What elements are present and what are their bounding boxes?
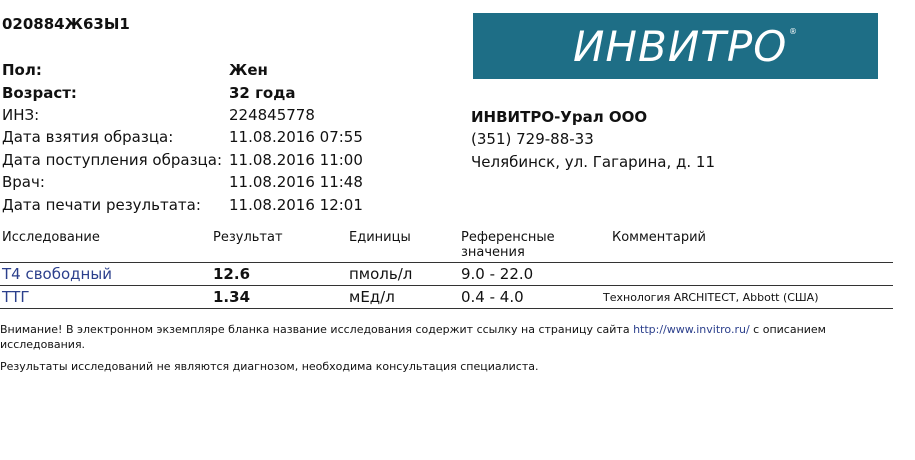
unit-value: пмоль/л — [349, 265, 413, 283]
unit-value: мЕд/л — [349, 288, 395, 306]
result-value: 1.34 — [213, 288, 251, 306]
patient-value-received-date: 11.08.2016 11:00 — [229, 151, 363, 169]
patient-value-print-date: 11.08.2016 12:01 — [229, 196, 363, 214]
order-number: 020884Ж63Ы1 — [2, 15, 130, 33]
table-divider — [0, 285, 893, 286]
disclaimer-note: Результаты исследований не являются диагнозом, необходима консультация специалиста. — [0, 360, 539, 373]
patient-label-age: Возраст: — [2, 84, 77, 102]
table-divider — [0, 308, 893, 309]
test-name-link[interactable]: ТТГ — [2, 288, 30, 306]
header-reference: Референсные значения — [461, 230, 555, 260]
patient-value-inz: 224845778 — [229, 106, 315, 124]
logo-text: ИНВИТРО — [573, 22, 788, 71]
lab-name: ИНВИТРО-Урал ООО — [471, 108, 648, 126]
patient-label-inz: ИНЗ: — [2, 106, 40, 124]
reference-value: 0.4 - 4.0 — [461, 288, 524, 306]
patient-label-sample-date: Дата взятия образца: — [2, 128, 174, 146]
patient-value-sex: Жен — [229, 61, 268, 79]
header-units: Единицы — [349, 230, 411, 245]
comment-value: Технология ARCHITECT, Abbott (США) — [603, 291, 819, 304]
header-test: Исследование — [2, 230, 100, 245]
invitro-logo — [473, 13, 878, 79]
attention-text: Внимание! В электронном экземпляре бланка название исследования содержит ссылку на страницу сайта — [0, 323, 634, 336]
patient-label-print-date: Дата печати результата: — [2, 196, 201, 214]
patient-label-received-date: Дата поступления образца: — [2, 151, 222, 169]
lab-phone: (351) 729-88-33 — [471, 130, 594, 148]
test-name-link[interactable]: Т4 свободный — [2, 265, 112, 283]
patient-value-doctor: 11.08.2016 11:48 — [229, 173, 363, 191]
attention-text-end: с описанием исследования. — [0, 323, 826, 351]
header-comment: Комментарий — [612, 230, 706, 245]
table-divider — [0, 262, 893, 263]
patient-value-sample-date: 11.08.2016 07:55 — [229, 128, 363, 146]
result-value: 12.6 — [213, 265, 251, 283]
lab-address: Челябинск, ул. Гагарина, д. 11 — [471, 153, 715, 171]
patient-value-age: 32 года — [229, 84, 296, 102]
patient-label-doctor: Врач: — [2, 173, 45, 191]
header-result: Результат — [213, 230, 283, 245]
invitro-site-link[interactable]: http://www.invitro.ru/ — [633, 323, 750, 336]
patient-label-sex: Пол: — [2, 61, 42, 79]
attention-note — [0, 322, 880, 352]
registered-mark: ® — [789, 27, 797, 36]
reference-value: 9.0 - 22.0 — [461, 265, 534, 283]
